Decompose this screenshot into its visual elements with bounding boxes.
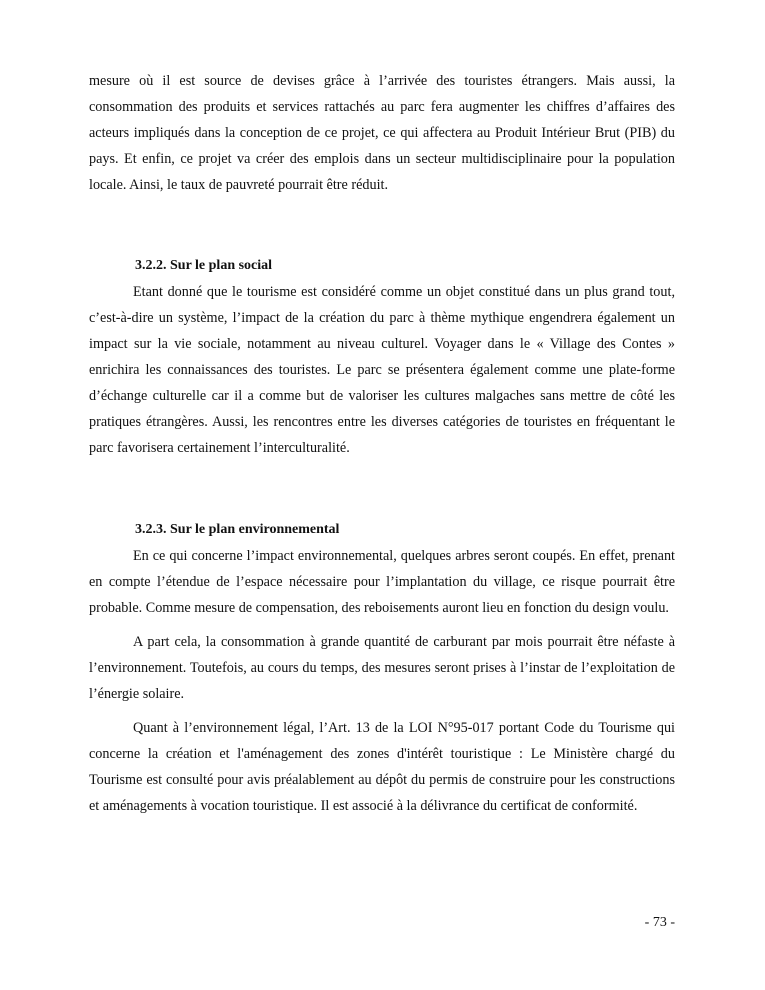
paragraph-fuel-consumption: A part cela, la consommation à grande quantité de carburant par mois pourrait être néfaste à l’environnement. Toutefois, au cours du temps, des mesures seront prises à l’instar de l’exploitation de l’énergie solaire.	[89, 634, 675, 702]
document-page	[89, 68, 675, 819]
section-heading-social: 3.2.2. Sur le plan social	[135, 258, 273, 273]
section-heading-environmental: 3.2.3. Sur le plan environnemental	[135, 522, 340, 537]
paragraph-legal-environment: Quant à l’environnement légal, l’Art. 13 de la LOI N°95-017 portant Code du Tourisme qui concerne la création et l'aménagement des zones d'intérêt touristique : Le Ministère chargé du Tourisme est consulté pour avis préalablement au dépôt du permis de construire pour les constructions et aménagements à vocation touristique. Il est associé à la délivrance du certificat de conformité.	[89, 720, 675, 814]
page-number: - 73 -	[644, 915, 675, 930]
paragraph-economic-impact: mesure où il est source de devises grâce à l’arrivée des touristes étrangers. Mais aussi, la consommation des produits et services rattachés au parc fera augmenter les chiffres d’affaires des acteurs impliqués dans la conception de ce projet, ce qui affectera au Produit Intérieur Brut (PIB) du pays. Et enfin, ce projet va créer des emplois dans un secteur multidisciplinaire pour la population locale. Ainsi, le taux de pauvreté pourrait être réduit.	[89, 73, 675, 193]
paragraph-social-impact: Etant donné que le tourisme est considéré comme un objet constitué dans un plus grand tout, c’est-à-dire un système, l’impact de la création du parc à thème mythique engendrera également un impact sur la vie sociale, notamment au niveau culturel. Voyager dans le « Village des Contes » enrichira les connaissances des touristes. Le parc se présentera également comme une plate-forme d’échange culturelle car il a comme but de valoriser les cultures malgaches sans mettre de côté les pratiques étrangères. Aussi, les rencontres entre les diverses catégories de touristes en fréquentant le parc favorisera certainement l’interculturalité.	[89, 284, 675, 456]
paragraph-environmental-impact: En ce qui concerne l’impact environnemental, quelques arbres seront coupés. En effet, prenant en compte l’étendue de l’espace nécessaire pour l’implantation du village, ce risque pourrait être probable. Comme mesure de compensation, des reboisements auront lieu en fonction du design voulu.	[89, 548, 675, 616]
